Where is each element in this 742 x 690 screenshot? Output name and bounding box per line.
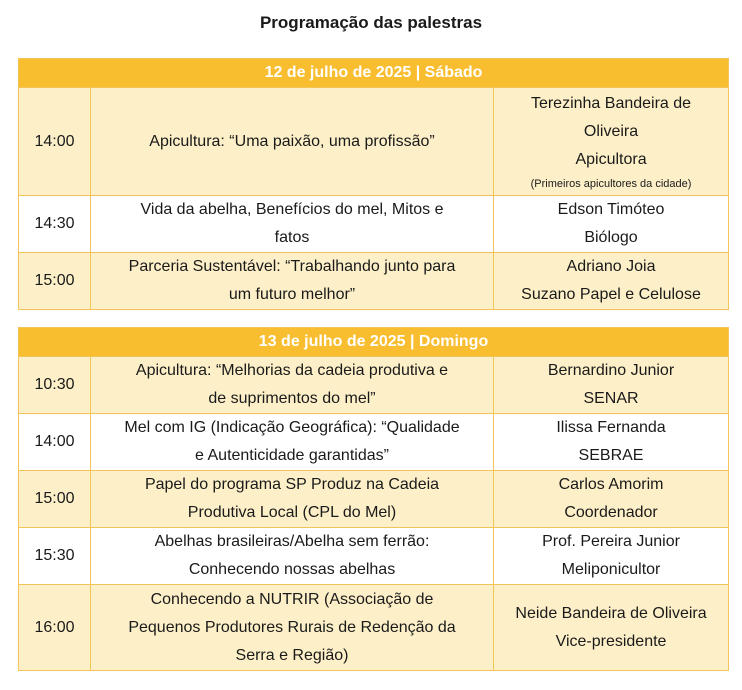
table-row [19,528,729,585]
talk-line: Conhecendo a NUTRIR (Associação de [150,590,434,608]
talk-cell [91,196,494,253]
speaker-line: Carlos Amorim [558,476,664,493]
speaker-note: (Primeiros apicultores da cidade) [530,177,692,190]
speaker-line: Oliveira [583,122,639,140]
speaker-cell [494,88,729,196]
time-cell: 14:00 [19,88,91,196]
talk-line: Papel do programa SP Produz na Cadeia [144,476,440,493]
speaker-role: Coordenador [564,504,658,521]
talk-line: Abelhas brasileiras/Abelha sem ferrão: [154,533,430,550]
talk-line: e Autenticidade garantidas” [195,447,389,464]
schedule-table-day-1 [18,58,729,310]
talk-line: Pequenos Produtores Rurais de Redenção da [128,618,456,636]
talk-line: Vida da abelha, Benefícios do mel, Mitos e [140,201,444,218]
speaker-role: Apicultora [575,150,647,168]
talk-line: Apicultura: “Melhorias da cadeia produtiva e [135,362,449,379]
time-cell: 15:30 [19,528,91,585]
speaker-role: Biólogo [584,229,638,246]
speaker-cell [494,528,729,585]
talk-line: fatos [274,229,310,246]
speaker-line: Bernardino Junior [547,362,675,379]
talk-line: de suprimentos do mel” [208,390,376,407]
talk-cell [91,253,494,310]
talk-line: Mel com IG (Indicação Geográfica): “Qualidade [124,419,460,436]
page-title: Programação das palestras [259,13,483,32]
table-row [19,253,729,310]
talk-cell [91,528,494,585]
talk-line: Parceria Sustentável: “Trabalhando junto para [128,258,456,275]
talk-cell [91,88,494,196]
time-cell: 15:00 [19,253,91,310]
speaker-cell [494,471,729,528]
time-cell: 14:30 [19,196,91,253]
talk-line: Serra e Região) [235,646,349,664]
speaker-role: Suzano Papel e Celulose [521,286,701,303]
speaker-cell [494,253,729,310]
talk-line: Produtiva Local (CPL do Mel) [187,504,397,521]
speaker-line: Terezinha Bandeira de [530,94,692,112]
time-cell: 15:00 [19,471,91,528]
speaker-role: Meliponicultor [561,561,661,578]
speaker-role: SENAR [583,390,639,407]
table-row [19,471,729,528]
speaker-line: Neide Bandeira de Oliveira [515,604,707,622]
talk-line: um futuro melhor” [228,286,356,303]
speaker-line: Ilissa Fernanda [556,419,666,436]
talk-cell [91,585,494,671]
speaker-cell [494,357,729,414]
table-row [19,585,729,671]
talk-cell [91,471,494,528]
table-row [19,357,729,414]
speaker-cell [494,414,729,471]
day-header-row [19,59,729,88]
time-cell: 10:30 [19,357,91,414]
talk-cell [91,357,494,414]
speaker-line: Edson Timóteo [557,201,665,218]
table-row [19,414,729,471]
time-cell: 14:00 [19,414,91,471]
speaker-cell [494,196,729,253]
talk-line: Apicultura: “Uma paixão, uma profissão” [149,132,435,150]
speaker-role: Vice-presidente [555,632,667,650]
table-row [19,196,729,253]
speaker-line: Adriano Joia [566,258,656,275]
table-row [19,88,729,196]
speaker-line: Prof. Pereira Junior [542,533,680,550]
talk-cell [91,414,494,471]
day-header-row [19,328,729,357]
time-cell: 16:00 [19,585,91,671]
day-header: 13 de julho de 2025 | Domingo [19,328,729,357]
schedule-table-day-2 [18,327,729,671]
talk-line: Conhecendo nossas abelhas [188,561,396,578]
day-header: 12 de julho de 2025 | Sábado [19,59,729,88]
speaker-cell [494,585,729,671]
speaker-role: SEBRAE [578,447,644,464]
